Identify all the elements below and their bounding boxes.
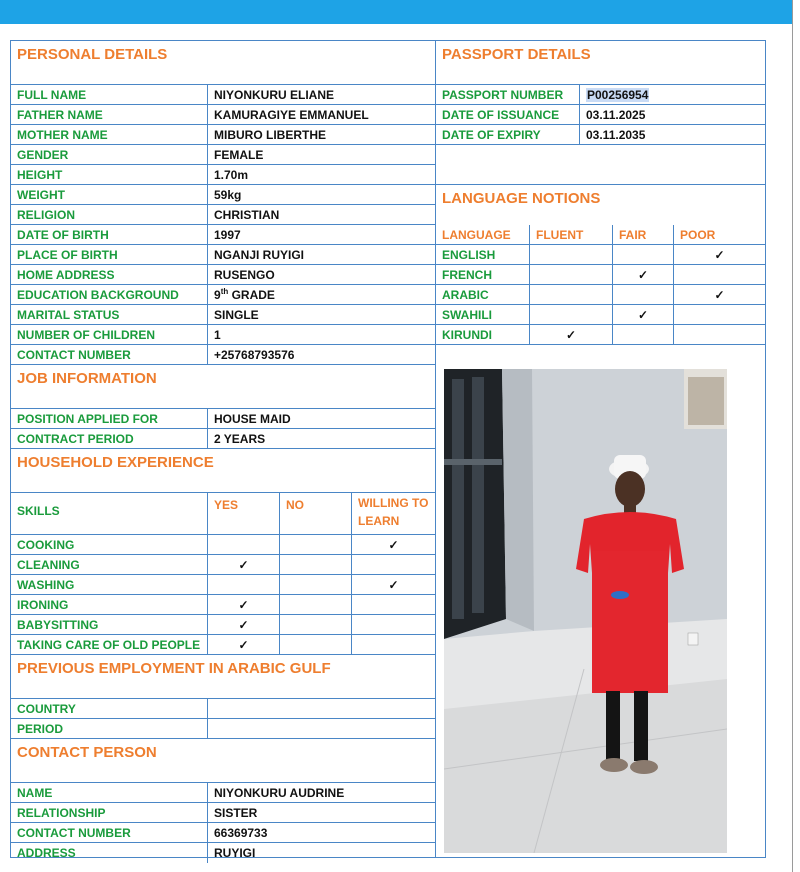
spacer-row [436, 145, 765, 185]
check-icon: ✓ [530, 325, 613, 344]
column-header: POOR [680, 228, 716, 242]
field-value: RUSENGO [214, 268, 275, 282]
skill-label: CLEANING [11, 555, 208, 574]
household-experience-header: HOUSEHOLD EXPERIENCE [11, 449, 435, 493]
field-label: RELIGION [11, 205, 208, 224]
check-icon: ✓ [208, 595, 280, 614]
field-label: WEIGHT [11, 185, 208, 204]
table-row [11, 345, 435, 365]
table-row [11, 125, 435, 145]
left-column [11, 41, 436, 860]
field-label: CONTACT NUMBER [11, 345, 208, 364]
check-icon [530, 285, 613, 304]
check-icon: ✓ [714, 288, 725, 302]
candidate-photo [444, 369, 727, 853]
check-icon: ✓ [714, 248, 725, 262]
check-icon [530, 265, 613, 284]
table-row [11, 615, 435, 635]
field-label: GENDER [11, 145, 208, 164]
table-row [11, 555, 435, 575]
table-row [11, 265, 435, 285]
check-icon: ✓ [613, 305, 674, 324]
table-row [11, 803, 435, 823]
table-row [436, 85, 765, 105]
table-row [11, 245, 435, 265]
table-row [11, 105, 435, 125]
table-row [436, 265, 765, 285]
field-value: 59kg [214, 188, 242, 202]
table-row [11, 429, 435, 449]
field-label: MARITAL STATUS [11, 305, 208, 324]
check-icon [352, 635, 435, 654]
field-label: DATE OF ISSUANCE [436, 105, 580, 124]
check-icon [352, 615, 435, 634]
field-value: FEMALE [214, 148, 264, 162]
table-row [11, 185, 435, 205]
field-value: 1 [214, 328, 221, 342]
column-header: FLUENT [530, 225, 613, 244]
column-header: FAIR [613, 225, 674, 244]
check-icon [674, 265, 765, 284]
table-row [11, 535, 435, 555]
table-row [11, 225, 435, 245]
table-row [11, 165, 435, 185]
field-value: NGANJI RUYIGI [214, 248, 305, 262]
field-value: KAMURAGIYE EMMANUEL [214, 108, 369, 122]
field-value: CHRISTIAN [214, 208, 280, 222]
skill-label: WASHING [11, 575, 208, 594]
table-row [11, 823, 435, 843]
field-label: HOME ADDRESS [11, 265, 208, 284]
table-row [436, 325, 765, 345]
check-icon: ✓ [388, 538, 399, 552]
job-information-header: JOB INFORMATION [11, 365, 435, 409]
check-icon [280, 575, 352, 594]
table-row [436, 305, 765, 325]
top-banner [0, 0, 792, 24]
table-row [436, 105, 765, 125]
language-label: ENGLISH [436, 245, 530, 264]
language-notions-header: LANGUAGE NOTIONS [442, 190, 601, 207]
passport-details-header: PASSPORT DETAILS [436, 41, 765, 85]
check-icon [613, 245, 674, 264]
field-value: 2 YEARS [214, 432, 266, 446]
field-value: SINGLE [214, 308, 259, 322]
language-header-row [436, 225, 765, 245]
check-icon: ✓ [208, 555, 280, 574]
field-label: NAME [11, 783, 208, 802]
field-label: HEIGHT [11, 165, 208, 184]
field-value: +25768793576 [214, 348, 295, 362]
table-row [436, 125, 765, 145]
field-label: CONTRACT PERIOD [11, 429, 208, 448]
field-value [208, 699, 435, 718]
field-label: POSITION APPLIED FOR [11, 409, 208, 428]
field-value: 1.70m [214, 168, 249, 182]
field-value: 03.11.2025 [586, 108, 646, 122]
check-icon [280, 615, 352, 634]
table-row [11, 409, 435, 429]
check-icon [613, 285, 674, 304]
field-label: COUNTRY [11, 699, 208, 718]
skill-label: COOKING [11, 535, 208, 554]
field-label: MOTHER NAME [11, 125, 208, 144]
check-icon [280, 595, 352, 614]
check-icon [530, 305, 613, 324]
field-value: 66369733 [214, 826, 268, 840]
field-value: MIBURO LIBERTHE [214, 128, 326, 142]
page-edge [792, 0, 793, 872]
table-row [11, 205, 435, 225]
field-value: 1997 [214, 228, 241, 242]
table-row [11, 285, 435, 305]
table-row [11, 85, 435, 105]
check-icon [352, 595, 435, 614]
passport-number: P00256954 [587, 88, 649, 102]
previous-employment-header: PREVIOUS EMPLOYMENT IN ARABIC GULF [11, 655, 435, 699]
check-icon [530, 245, 613, 264]
field-value: HOUSE MAID [214, 412, 291, 426]
field-value: NIYONKURU ELIANE [214, 88, 335, 102]
field-value: RUYIGI [214, 846, 256, 860]
check-icon [208, 575, 280, 594]
check-icon [613, 325, 674, 344]
column-header: YES [208, 493, 280, 534]
skill-label: IRONING [11, 595, 208, 614]
check-icon: ✓ [208, 635, 280, 654]
column-header: NO [280, 493, 352, 534]
skills-header-row [11, 493, 435, 535]
field-label: DATE OF EXPIRY [436, 125, 580, 144]
table-row [11, 325, 435, 345]
field-label: ADDRESS [11, 843, 208, 863]
field-value: SISTER [214, 806, 258, 820]
table-row [11, 843, 435, 863]
skill-label: BABYSITTING [11, 615, 208, 634]
check-icon [280, 535, 352, 554]
field-label: FULL NAME [11, 85, 208, 104]
cv-form [10, 40, 766, 858]
check-icon [352, 555, 435, 574]
check-icon [280, 635, 352, 654]
table-row [11, 783, 435, 803]
field-label: RELATIONSHIP [11, 803, 208, 822]
column-header: LANGUAGE [436, 225, 530, 244]
column-header: WILLING TO LEARN [358, 496, 429, 528]
language-label: KIRUNDI [436, 325, 530, 344]
table-row [11, 145, 435, 165]
language-label: SWAHILI [436, 305, 530, 324]
photo-illustration [444, 369, 727, 853]
table-row [11, 699, 435, 719]
field-label: CONTACT NUMBER [11, 823, 208, 842]
field-label: FATHER NAME [11, 105, 208, 124]
field-label: PERIOD [11, 719, 208, 738]
field-label: PASSPORT NUMBER [436, 85, 580, 104]
check-icon [674, 325, 765, 344]
check-icon: ✓ [388, 578, 399, 592]
table-row [11, 595, 435, 615]
language-label: FRENCH [436, 265, 530, 284]
field-value [208, 719, 435, 738]
field-value [580, 85, 765, 104]
table-row [11, 719, 435, 739]
check-icon [674, 305, 765, 324]
field-value: 9th GRADE [214, 287, 275, 302]
check-icon [280, 555, 352, 574]
field-value: NIYONKURU AUDRINE [214, 786, 345, 800]
field-label: DATE OF BIRTH [11, 225, 208, 244]
check-icon [208, 535, 280, 554]
table-row [11, 635, 435, 655]
table-row [436, 285, 765, 305]
right-column [436, 41, 765, 857]
table-row [11, 575, 435, 595]
skill-label: TAKING CARE OF OLD PEOPLE [11, 635, 208, 654]
field-label: NUMBER OF CHILDREN [11, 325, 208, 344]
check-icon: ✓ [613, 265, 674, 284]
field-label: EDUCATION BACKGROUND [11, 285, 208, 304]
contact-person-header: CONTACT PERSON [11, 739, 435, 783]
language-label: ARABIC [436, 285, 530, 304]
field-value: 03.11.2035 [586, 128, 646, 142]
table-row [11, 305, 435, 325]
field-label: PLACE OF BIRTH [11, 245, 208, 264]
column-header: SKILLS [11, 493, 208, 534]
table-row [436, 245, 765, 265]
personal-details-header: PERSONAL DETAILS [11, 41, 435, 85]
check-icon: ✓ [208, 615, 280, 634]
